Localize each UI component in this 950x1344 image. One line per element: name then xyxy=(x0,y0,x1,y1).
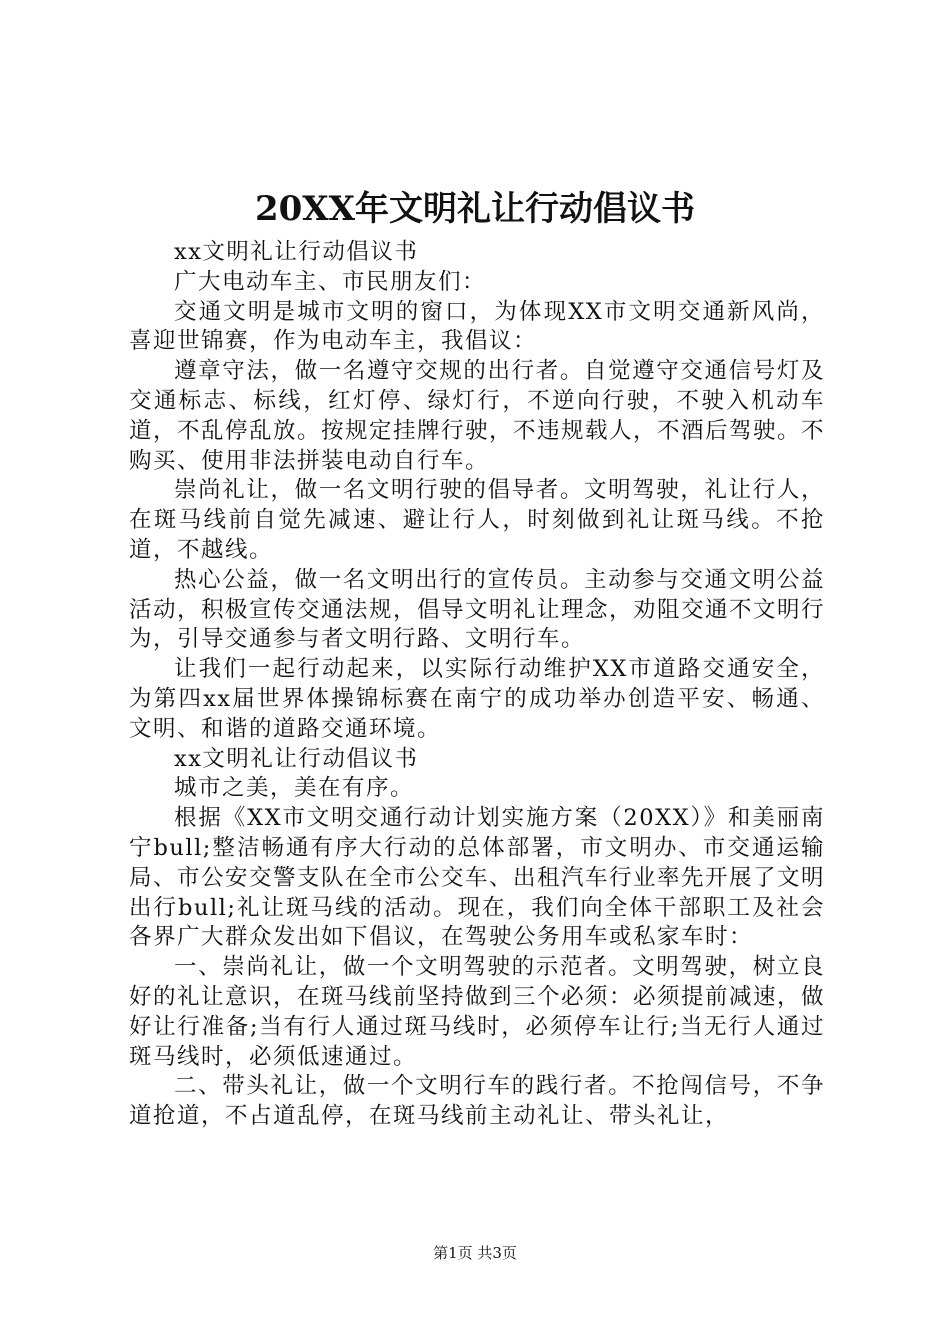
paragraph: 热心公益，做一名文明出行的宣传员。主动参与交通文明公益活动，积极宣传交通法规，倡导文明礼让理念，劝阻交通不文明行为，引导交通参与者文明行路、文明行车。 xyxy=(129,566,826,653)
page-number-footer: 第1页 共3页 xyxy=(433,1244,517,1262)
paragraph: 让我们一起行动起来，以实际行动维护XX市道路交通安全，为第四xx届世界体操锦标赛在南宁的成功举办创造平安、畅通、文明、和谐的道路交通环境。 xyxy=(129,656,825,742)
paragraph: 遵章守法，做一名遵守交规的出行者。自觉遵守交通信号灯及交通标志、标线，红灯停、绿灯行，不逆向行驶，不驶入机动车道，不乱停乱放。按规定挂牌行驶，不违规载人，不酒后驾驶。不购买、使用非法拼装电动自行车。 xyxy=(129,358,826,474)
paragraph: 崇尚礼让，做一名文明行驶的倡导者。文明驾驶，礼让行人，在斑马线前自觉先减速、避让行人，时刻做到礼让斑马线。不抢道，不越线。 xyxy=(129,477,825,563)
paragraph: 一、崇尚礼让，做一个文明驾驶的示范者。文明驾驶，树立良好的礼让意识，在斑马线前坚持做到三个必须：必须提前减速，做好让行准备;当有行人通过斑马线时，必须停车让行;当无行人通过斑马线时，必须低速通过。 xyxy=(129,954,826,1070)
paragraph: 广大电动车主、市民朋友们： xyxy=(174,268,487,295)
paragraph: xx文明礼让行动倡议书 xyxy=(174,745,419,772)
document-title: 20XX年文明礼让行动倡议书 xyxy=(254,189,696,229)
paragraph: xx文明礼让行动倡议书 xyxy=(174,239,419,265)
paragraph: 根据《XX市文明交通行动计划实施方案（20XX）》和美丽南宁bull;整洁畅通有序大行动的总体部署，市文明办、市交通运输局、市公安交警支队在全市公交车、出租汽车行业率先开展了文明出行bull;礼让斑马线的活动。现在，我们向全体干部职工及社会各界广大群众发出如下倡议，在驾驶公务用车或私家车时： xyxy=(129,805,826,951)
paragraph: 交通文明是城市文明的窗口，为体现XX市文明交通新风尚，喜迎世锦赛，作为电动车主，我倡议： xyxy=(129,298,825,355)
paragraph: 城市之美，美在有序。 xyxy=(174,775,415,802)
document-body xyxy=(129,238,825,1132)
paragraph: 二、带头礼让，做一个文明行车的践行者。不抢闯信号，不争道抢道，不占道乱停，在斑马线前主动礼让、带头礼让， xyxy=(129,1073,825,1130)
